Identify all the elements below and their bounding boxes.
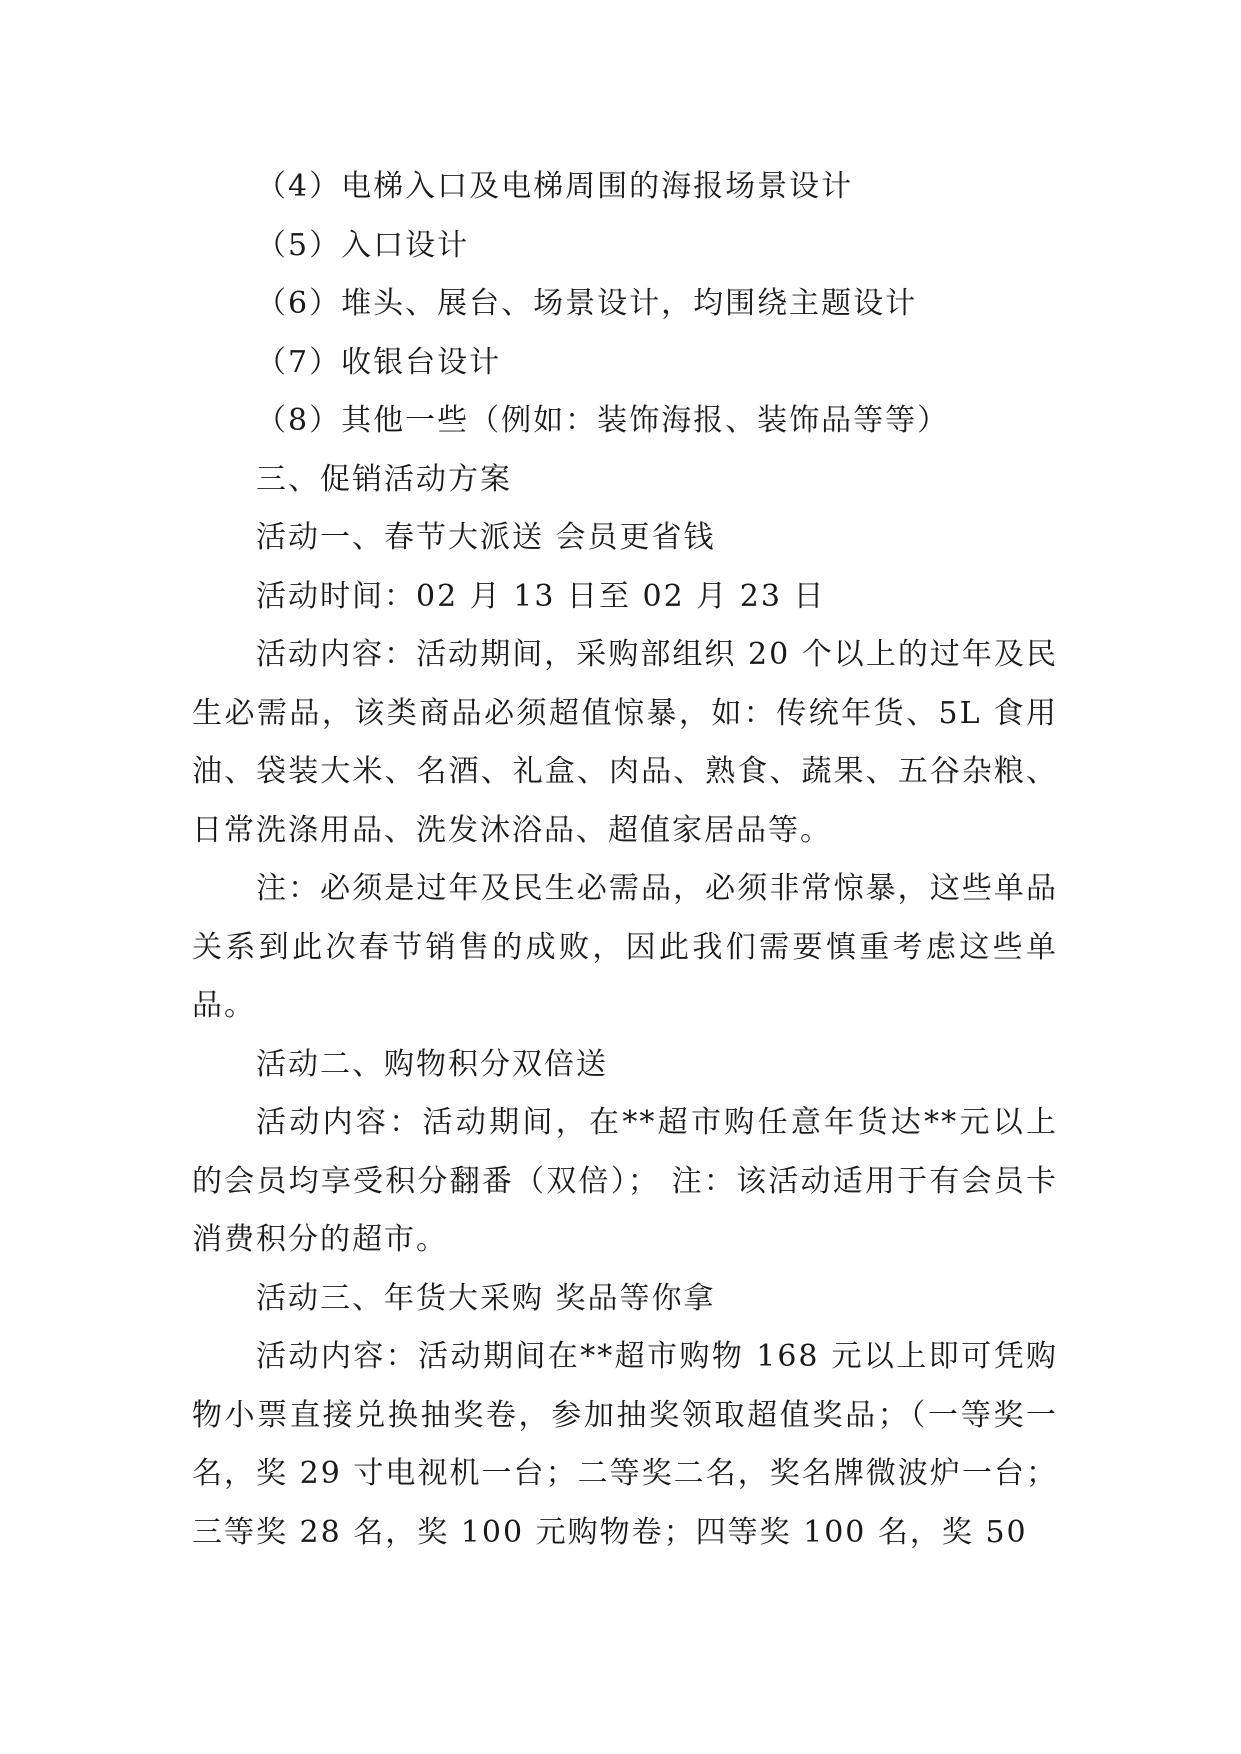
activity2-content: 活动内容：活动期间，在**超市购任意年货达**元以上的会员均享受积分翻番（双倍）； 注：该活动适用于有会员卡消费积分的超市。 xyxy=(192,1105,1058,1257)
list-item-7: （7）收银台设计 xyxy=(256,344,502,380)
list-item-4: （4）电梯入口及电梯周围的海报场景设计 xyxy=(256,169,854,204)
list-item-6: （6）堆头、展台、场景设计，均围绕主题设计 xyxy=(256,286,918,321)
activity2-title: 活动二、购物积分双倍送 xyxy=(256,1046,608,1082)
list-item-8: （8）其他一些（例如：装饰海报、装饰品等等） xyxy=(256,403,950,438)
activity1-note: 注：必须是过年及民生必需品，必须非常惊暴，这些单品关系到此次春节销售的成败，因此我们需要慎重考虑这些单品。 xyxy=(192,871,1058,1023)
document-body xyxy=(192,158,1058,1562)
list-item-5: （5）入口设计 xyxy=(256,227,470,263)
activity3-content: 活动内容：活动期间在**超市购物 168 元以上即可凭购物小票直接兑换抽奖卷，参加抽奖领取超值奖品；（一等奖一名，奖 29 寸电视机一台；二等奖二名，奖名牌微波炉一台；三等奖 28 名，奖 100 元购物卷；四等奖 100 名，奖 50 xyxy=(192,1339,1058,1550)
activity3-title: 活动三、年货大采购 奖品等你拿 xyxy=(256,1280,716,1316)
activity1-content: 活动内容：活动期间，采购部组织 20 个以上的过年及民生必需品，该类商品必须超值惊暴，如：传统年货、5L 食用油、袋装大米、名酒、礼盒、肉品、熟食、蔬果、五谷杂粮、日常洗涤用品、洗发沐浴品、超值家居品等。 xyxy=(192,637,1058,848)
activity1-title: 活动一、春节大派送 会员更省钱 xyxy=(256,520,716,555)
activity1-time: 活动时间：02 月 13 日至 02 月 23 日 xyxy=(256,578,826,614)
section-heading: 三、促销活动方案 xyxy=(256,461,512,497)
